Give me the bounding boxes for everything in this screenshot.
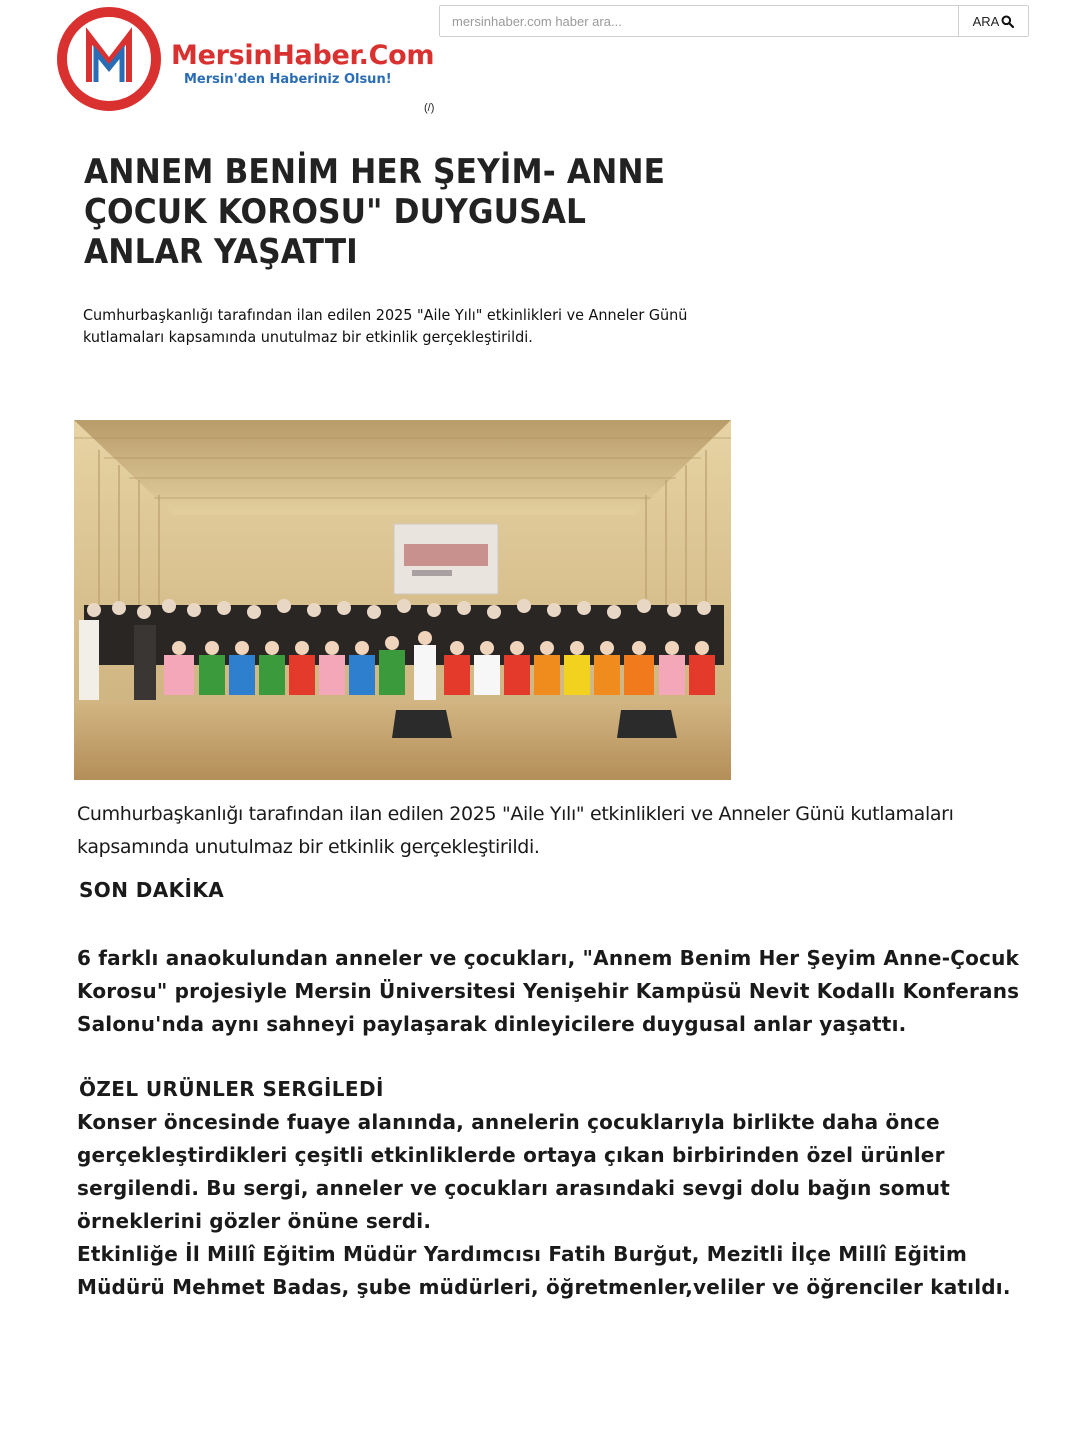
search-button[interactable] xyxy=(958,6,1028,36)
article-paragraph-1: 6 farklı anaokulundan anneler ve çocukları, "Annem Benim Her Şeyim Anne-Çocuk Korosu" projesiyle Mersin Üniversitesi Yenişehir Kampüsü Nevit Kodallı Konferans Salonu'nda aynı sahneyi paylaşarak dinleyicilere duygusal anlar yaşattı. xyxy=(77,946,1020,1036)
article-paragraph-2: Konser öncesinde fuaye alanında, annelerin çocuklarıyla birlikte daha önce gerçekleştirdikleri çeşitli etkinliklerde ortaya çıkan birbirinden özel ürünler sergilendi. Bu sergi, anneler ve çocukları arasındaki sevgi dolu bağın somut örneklerini gözler önüne serdi. xyxy=(77,1110,950,1233)
search-icon xyxy=(1001,15,1014,28)
site-logo[interactable] xyxy=(56,6,436,112)
search-input[interactable] xyxy=(440,6,958,36)
article-lead: Cumhurbaşkanlığı tarafından ilan edilen 2025 "Aile Yılı" etkinlikleri ve Anneler Günü kutlamaları kapsamında unutulmaz bir etkinlik gerçekleştirildi. xyxy=(77,803,954,858)
article-photo xyxy=(74,420,731,780)
logo-mark-icon xyxy=(56,6,162,112)
article-paragraph-3: Etkinliğe İl Millî Eğitim Müdür Yardımcısı Fatih Burğut, Mezitli İlçe Millî Eğitim Müdürü Mehmet Badas, şube müdürleri, öğretmenler,veliler ve öğrenciler katıldı. xyxy=(77,1242,1011,1299)
article-title: ANNEM BENİM HER ŞEYİM- ANNE ÇOCUK KOROSU" DUYGUSAL ANLAR YAŞATTI xyxy=(84,152,666,272)
logo-slogan: Mersin'den Haberiniz Olsun! xyxy=(184,72,392,87)
home-link[interactable]: (/) xyxy=(424,102,435,114)
logo-name: MersinHaber.Com xyxy=(171,40,435,71)
section-heading-son-dakika: SON DAKİKA xyxy=(79,878,225,902)
search-form xyxy=(439,5,1029,37)
article-summary: Cumhurbaşkanlığı tarafından ilan edilen 2025 "Aile Yılı" etkinlikleri ve Anneler Günü kutlamaları kapsamında unutulmaz bir etkinlik gerçekleştirildi. xyxy=(83,306,688,346)
section-heading-ozel-urunler: ÖZEL URÜNLER SERGİLEDİ xyxy=(79,1077,384,1101)
search-button-label: ARA xyxy=(972,13,1000,29)
